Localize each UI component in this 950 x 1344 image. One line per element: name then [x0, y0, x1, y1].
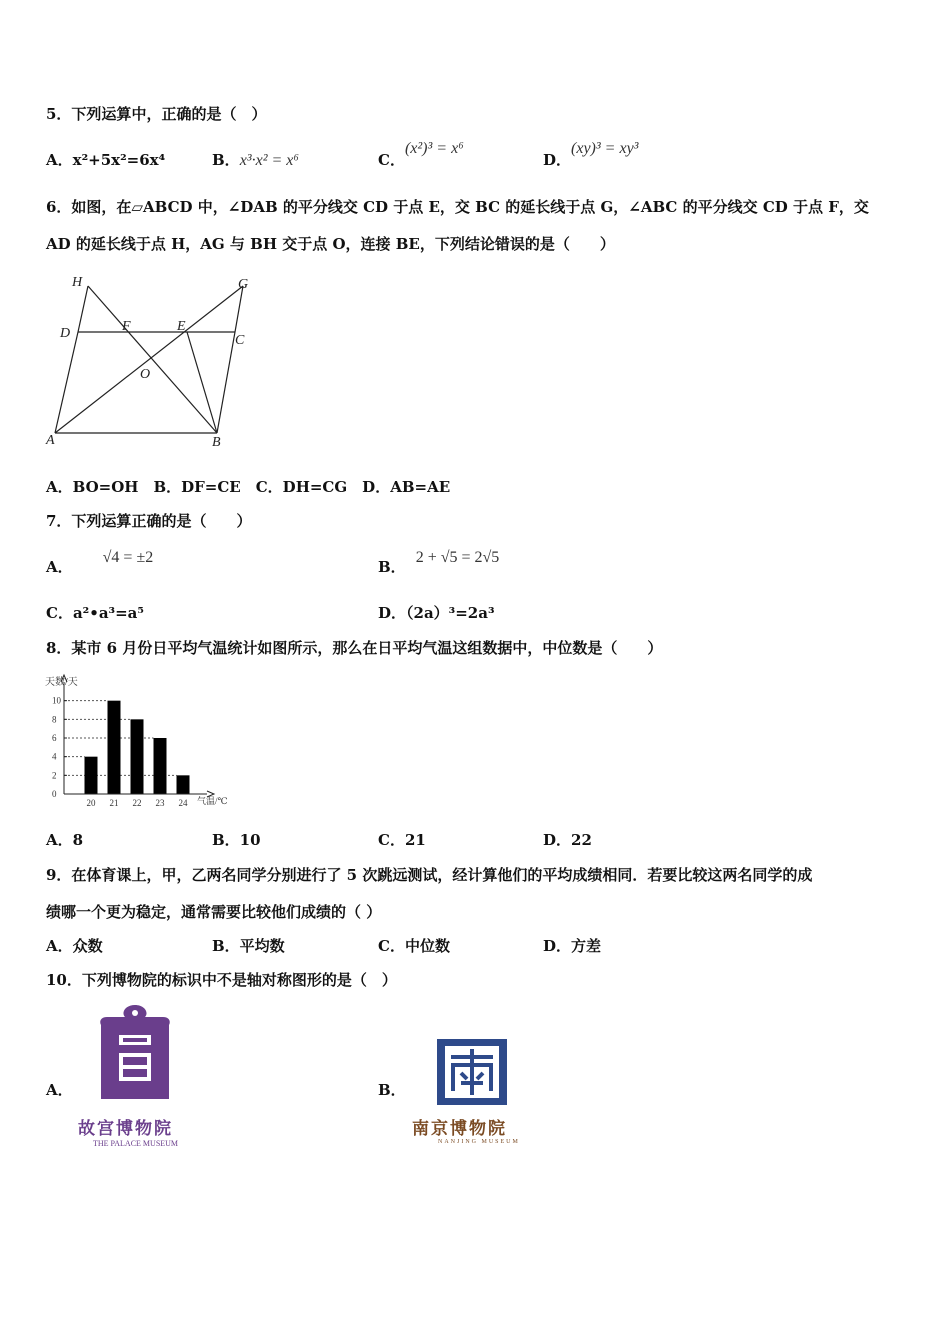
q7-option-c: [46, 602, 144, 623]
q5-b-text: x³·x² = x⁶: [239, 152, 299, 169]
q5-c-label: C．: [378, 151, 405, 169]
q8-option-d: D．22: [543, 831, 592, 849]
q8-option-b: B．10: [212, 831, 261, 849]
q9-option-d: D．方差: [543, 937, 602, 955]
q7-option-a: [46, 549, 154, 577]
q7-c-text: a²•a³=a⁵: [72, 604, 144, 622]
parallelogram-figure: [40, 270, 265, 455]
q5-option-c: [378, 140, 464, 170]
q9-option-a: A．众数: [46, 937, 103, 955]
q5-d-text: (xy)³ = xy³: [571, 140, 639, 157]
palace-museum-name: 故宫博物院: [78, 1119, 173, 1139]
chart-xtick-label: 24: [178, 798, 188, 808]
temperature-bar-chart: [42, 672, 247, 812]
point-f: F: [122, 319, 131, 334]
q8-option-c: C．21: [378, 831, 426, 849]
point-e: E: [177, 319, 186, 334]
q7-a-text: √4 = ±2: [102, 549, 154, 566]
q5-d-label: D．: [543, 151, 572, 169]
q10-stem: 10．下列博物院的标识中不是轴对称图形的是（ ）: [46, 971, 397, 989]
q8-option-a: A．8: [46, 831, 84, 849]
q8-stem: 8．某市 6 月份日平均气温统计如图所示，那么在日平均气温这组数据中，中位数是（ ）: [46, 639, 663, 657]
q5-option-d: [543, 140, 639, 170]
q7-option-d: [378, 602, 495, 623]
q10-option-b-label: B．: [378, 1081, 406, 1099]
chart-ylabel: 天数/天: [45, 677, 78, 688]
q9-option-c: C．中位数: [378, 937, 450, 955]
nanjing-museum-name: 南京博物院: [412, 1119, 507, 1139]
point-d: D: [60, 326, 71, 341]
q5-option-a: [46, 149, 165, 170]
segment-dh: [78, 286, 88, 332]
chart-ytick-label: 8: [52, 714, 57, 725]
segment-hb: [88, 286, 217, 433]
q5-a-label: A．: [46, 151, 73, 169]
q9-option-b: B．平均数: [212, 937, 285, 955]
chart-ytick-label: 10: [52, 695, 61, 706]
q9-stem-line1: 9．在体育课上，甲，乙两名同学分别进行了 5 次跳远测试，经计算他们的平均成绩相同．若要比较这两名同学的成: [46, 866, 813, 884]
q7-c-label: C．: [46, 604, 73, 622]
chart-xtick-label: 23: [155, 798, 165, 808]
chart-xlabel: 气温/℃: [197, 796, 228, 806]
q7-option-b: [378, 549, 500, 577]
q7-b-label: B．: [378, 558, 406, 576]
q6-options: A．BO=OH B．DF=CE C．DH=CG D．AB=AE: [46, 478, 451, 496]
q7-b-text: 2 + √5 = 2√5: [415, 549, 500, 566]
chart-ytick-label: 4: [52, 751, 57, 762]
chart-bar-23: [154, 738, 167, 794]
point-c: C: [235, 333, 245, 348]
palace-museum-english: THE PALACE MUSEUM: [93, 1139, 179, 1148]
q5-b-label: B．: [212, 151, 240, 169]
point-o: O: [140, 367, 151, 382]
q5-option-b: [212, 149, 299, 170]
q7-a-label: A．: [46, 558, 73, 576]
q7-stem: 7．下列运算正确的是（ ）: [46, 512, 252, 530]
q10-option-a-label: A．: [46, 1081, 73, 1099]
chart-ytick-label: 6: [52, 733, 57, 743]
q7-d-label: D．: [378, 604, 407, 622]
segment-cg: [235, 286, 243, 332]
chart-bar-22: [131, 719, 144, 794]
chart-xtick-label: 22: [132, 798, 142, 808]
segment-bc: [217, 332, 235, 433]
q5-stem: 5．下列运算中，正确的是（ ）: [46, 105, 267, 123]
chart-ytick-label: 0: [52, 789, 57, 799]
chart-xtick-label: 20: [86, 798, 96, 808]
q6-stem-line2: AD 的延长线于点 H，AG 与 BH 交于点 O，连接 BE，下列结论错误的是（ ）: [46, 235, 615, 253]
point-g: G: [238, 277, 249, 292]
point-a: A: [46, 433, 55, 448]
q9-stem-line2: 绩哪一个更为稳定，通常需要比较他们成绩的（ ）: [46, 903, 382, 921]
chart-ytick-label: 2: [52, 770, 57, 781]
chart-bar-24: [177, 775, 190, 794]
palace-museum-emblem-icon: [95, 1003, 175, 1101]
nanjing-museum-emblem-icon: [437, 1039, 507, 1105]
q5-c-text: (x²)³ = x⁶: [404, 140, 464, 157]
q5-a-text: x²+5x²=6x⁴: [72, 151, 166, 169]
segment-be: [187, 332, 217, 433]
point-h: H: [72, 275, 83, 290]
chart-bar-20: [85, 757, 98, 794]
chart-xtick-label: 21: [109, 798, 119, 808]
chart-bar-21: [108, 701, 121, 794]
point-b: B: [212, 435, 221, 450]
nanjing-museum-english: NANJING MUSEUM: [438, 1139, 520, 1145]
q6-stem-line1: 6．如图，在▱ABCD 中，∠DAB 的平分线交 CD 于点 E，交 BC 的延长线于点 G，∠ABC 的平分线交 CD 于点 F，交: [46, 198, 869, 216]
q7-d-text: （2a）³=2a³: [406, 604, 495, 622]
